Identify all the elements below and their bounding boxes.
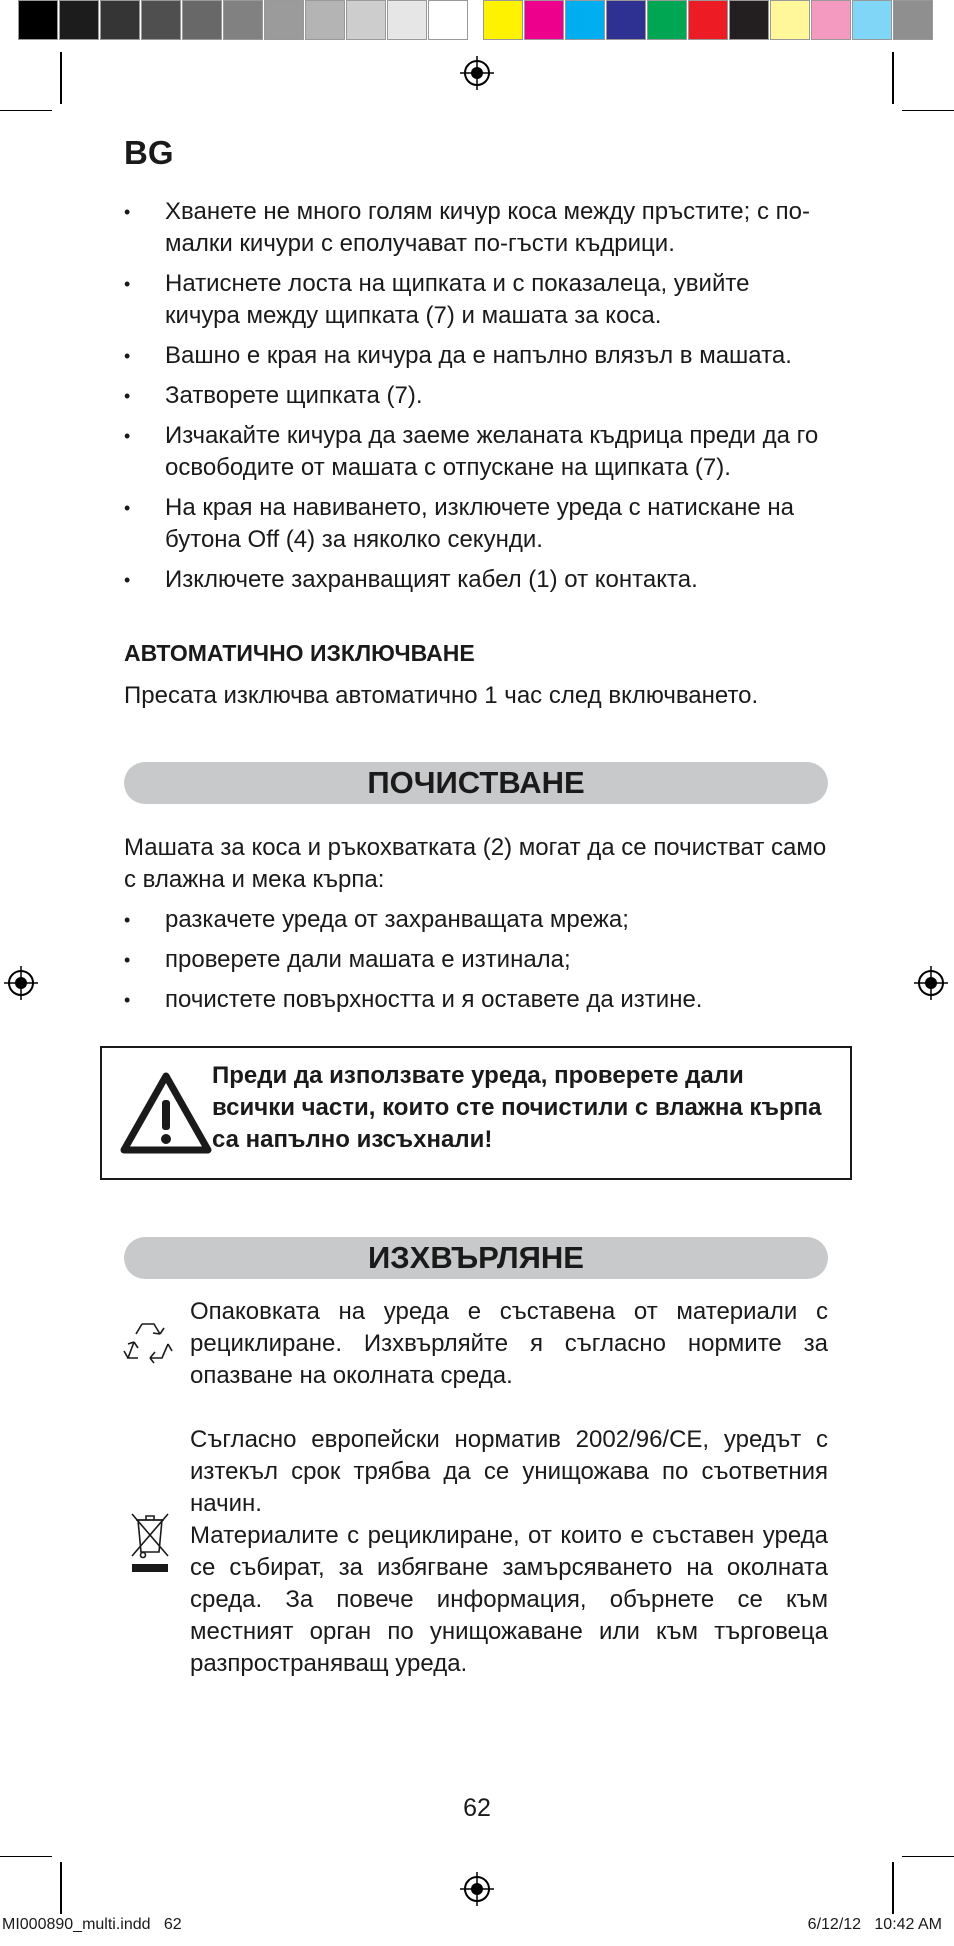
- list-item: • Натиснете лоста на щипката и с показалеца, увийте кичура между щипката (7) и машата за коса.: [124, 268, 828, 332]
- color-swatch: [688, 0, 728, 40]
- slug-file-info: MI000890_multi.indd 62: [2, 1916, 182, 1933]
- gray-swatch: [387, 0, 427, 40]
- gray-swatch: [223, 0, 263, 40]
- color-swatch: [729, 0, 769, 40]
- registration-mark-icon: [460, 1872, 494, 1906]
- crossed-bin-icon: [128, 1510, 172, 1574]
- warning-box: [100, 1046, 852, 1180]
- auto-off-heading: АВТОМАТИЧНО ИЗКЛЮЧВАНЕ: [124, 640, 475, 666]
- recycle-icon: [122, 1318, 174, 1368]
- cleaning-steps: [124, 904, 828, 1024]
- color-swatch: [770, 0, 810, 40]
- registration-mark-icon: [914, 966, 948, 1000]
- list-item: • проверете дали машата е изтинала;: [124, 944, 828, 976]
- weee-collection-text: Материалите с рециклиране, от които е съставен уреда се събират, за избягване замърсяването на околната среда. За повече информация, обърнете се към местният орган по унищожаване или към търговеца разпространяващ уреда.: [190, 1522, 828, 1677]
- crop-mark: [60, 52, 62, 104]
- crop-mark: [0, 110, 52, 111]
- registration-mark-icon: [4, 966, 38, 1000]
- color-swatch: [483, 0, 523, 40]
- color-calibration-bar: [18, 0, 934, 44]
- gray-swatch: [100, 0, 140, 40]
- color-swatch: [524, 0, 564, 40]
- gray-swatch: [182, 0, 222, 40]
- crop-mark: [60, 1862, 62, 1914]
- color-swatch: [852, 0, 892, 40]
- color-swatch: [893, 0, 933, 40]
- gray-swatch: [264, 0, 304, 40]
- list-item: • Затворете щипката (7).: [124, 380, 828, 412]
- list-item: • Изключете захранващият кабел (1) от контакта.: [124, 564, 828, 596]
- color-swatch: [606, 0, 646, 40]
- page-number: 62: [463, 1794, 491, 1822]
- gray-swatch: [18, 0, 58, 40]
- list-item: • Вашно е края на кичура да е напълно влязъл в машата.: [124, 340, 828, 372]
- auto-off-text: Пресата изключва автоматично 1 час след включването.: [124, 682, 759, 709]
- color-swatch: [565, 0, 605, 40]
- usage-steps: [124, 196, 828, 604]
- crop-mark: [892, 1862, 894, 1914]
- list-item: • почистете повърхността и я оставете да изтине.: [124, 984, 828, 1016]
- list-item: • На края на навиването, изключете уреда с натискане на бутона Off (4) за няколко секунди.: [124, 492, 828, 556]
- crop-mark: [892, 52, 894, 104]
- crop-mark: [0, 1856, 52, 1857]
- list-item: • Хванете не много голям кичур коса между пръстите; с по-малки кичури с еполучават по-гъсти къдрици.: [124, 196, 828, 260]
- color-swatch: [811, 0, 851, 40]
- cleaning-intro: Машата за коса и ръкохватката (2) могат да се почистват само с влажна и мека кърпа:: [124, 834, 827, 893]
- list-item: • Изчакайте кичура да заеме желаната къдрица преди да го освободите от машата с отпускане на щипката (7).: [124, 420, 828, 484]
- cleaning-section-title: ПОЧИСТВАНЕ: [124, 762, 828, 804]
- list-item: • разкачете уреда от захранващата мрежа;: [124, 904, 828, 936]
- gray-swatch: [428, 0, 468, 40]
- gray-swatch: [59, 0, 99, 40]
- language-code: BG: [124, 134, 174, 171]
- gray-swatch: [346, 0, 386, 40]
- packaging-text: Опаковката на уреда е съставена от материали с рециклиране. Изхвърляйте я съгласно нормите за опазване на околната среда.: [190, 1298, 828, 1389]
- gray-swatch: [305, 0, 345, 40]
- weee-directive-text: Съгласно европейски норматив 2002/96/CE, уредът с изтекъл срок трябва да се унищожава по съответния начин.: [190, 1426, 828, 1517]
- disposal-section-title: ИЗХВЪРЛЯНЕ: [124, 1237, 828, 1279]
- warning-triangle-icon: [120, 1070, 212, 1156]
- crop-mark: [902, 1856, 954, 1857]
- registration-mark-icon: [460, 56, 494, 90]
- crop-mark: [902, 110, 954, 111]
- color-swatch: [647, 0, 687, 40]
- gray-swatch: [141, 0, 181, 40]
- warning-text: Преди да използвате уреда, проверете дали всички части, които сте почистили с влажна кърпа са напълно изсъхнали!: [212, 1062, 822, 1153]
- slug-timestamp: 6/12/12 10:42 AM: [807, 1916, 942, 1933]
